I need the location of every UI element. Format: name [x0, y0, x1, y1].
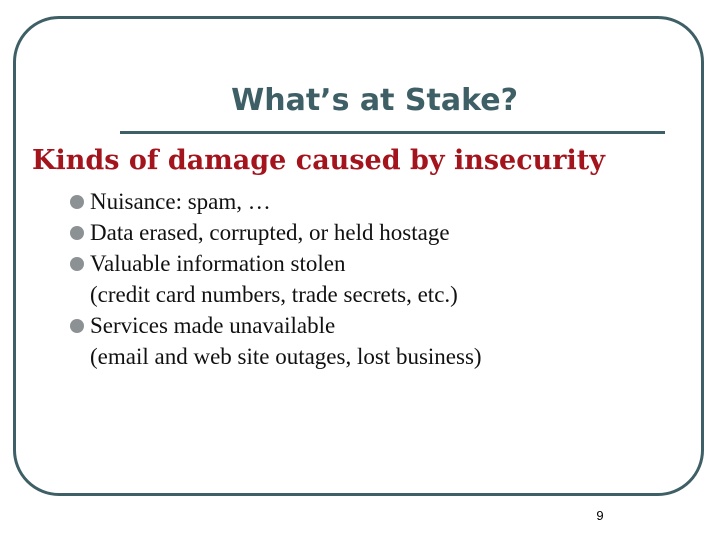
bullet-text: Nuisance: spam, …	[90, 189, 271, 214]
bullet-item	[70, 217, 670, 248]
bullet-dot-icon	[70, 319, 84, 333]
bullet-item	[70, 248, 670, 310]
page-number: 9	[596, 508, 604, 523]
bullet-subtext: (credit card numbers, trade secrets, etc.)	[90, 282, 458, 307]
bullet-dot-icon	[70, 257, 84, 271]
bullet-item	[70, 186, 670, 217]
bullet-item	[70, 310, 670, 372]
slide-title: What’s at Stake?	[231, 83, 518, 118]
bullet-list	[70, 186, 670, 372]
bullet-text: Valuable information stolen	[90, 251, 346, 276]
section-heading: Kinds of damage caused by insecurity	[32, 145, 605, 176]
bullet-subtext: (email and web site outages, lost business)	[90, 344, 482, 369]
bullet-dot-icon	[70, 195, 84, 209]
bullet-dot-icon	[70, 226, 84, 240]
bullet-text: Services made unavailable	[90, 313, 336, 338]
bullet-text: Data erased, corrupted, or held hostage	[90, 220, 450, 245]
title-underline	[120, 131, 665, 134]
